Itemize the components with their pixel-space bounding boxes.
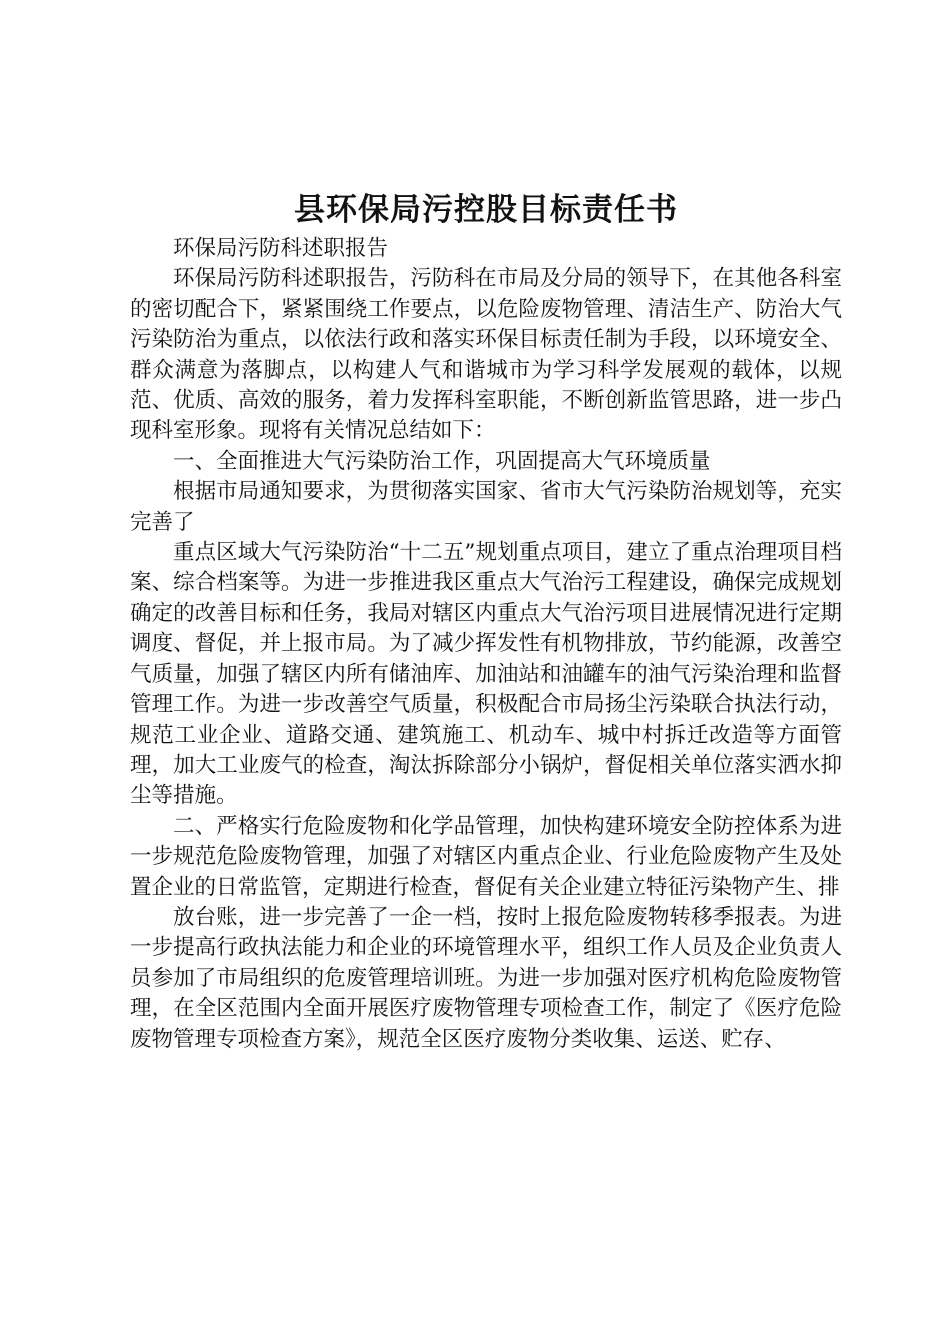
paragraph-section-two: 二、严格实行危险废物和化学品管理，加快构建环境安全防控体系为进一步规范危险废物管理，加强了对辖区内重点企业、行业危险废物产生及处置企业的日常监管，定期进行检查，督促有关企业建立特征污染物产生、排 (130, 813, 842, 900)
paragraph-intro: 环保局污防科述职报告，污防科在市局及分局的领导下，在其他各科室的密切配合下，紧紧围绕工作要点，以危险废物管理、清洁生产、防治大气污染防治为重点，以依法行政和落实环保目标责任制为手段，以环境安全、群众满意为落脚点，以构建人气和谐城市为学习科学发展观的载体，以规范、优质、高效的服务，着力发挥科室职能，不断创新监管思路，进一步凸现科室形象。现将有关情况总结如下： (130, 266, 842, 444)
paragraph-heading-report: 环保局污防科述职报告 (173, 236, 389, 261)
paragraph-air-pollution: 重点区域大气污染防治“十二五”规划重点项目，建立了重点治理项目档案、综合档案等。为进一步推进我区重点大气治污工程建设，确保完成规划确定的改善目标和任务，我局对辖区内重点大气治污项目进展情况进行定期调度、督促，并上报市局。为了减少挥发性有机物排放，节约能源，改善空气质量，加强了辖区内所有储油库、加油站和油罐车的油气污染治理和监督管理工作。为进一步改善空气质量，积极配合市局扬尘污染联合执法行动，规范工业企业、道路交通、建筑施工、机动车、城中村拆迁改造等方面管理，加大工业废气的检查，淘汰拆除部分小锅炉，督促相关单位落实洒水抑尘等措施。 (130, 540, 842, 809)
paragraph-hazardous-waste: 放台账，进一步完善了一企一档，按时上报危险废物转移季报表。为进一步提高行政执法能力和企业的环境管理水平，组织工作人员及企业负责人员参加了市局组织的危废管理培训班。为进一步加强对医疗机构危险废物管理，在全区范围内全面开展医疗废物管理专项检查工作，制定了《医疗危险废物管理专项检查方案》，规范全区医疗废物分类收集、运送、贮存、 (130, 904, 842, 1052)
document-page (130, 190, 842, 1055)
document-title: 县环保局污控股目标责任书 (294, 192, 678, 228)
paragraph-section-one-heading: 一、全面推进大气污染防治工作，巩固提高大气环境质量 (173, 448, 711, 474)
paragraph-section-one-text: 根据市局通知要求，为贯彻落实国家、省市大气污染防治规划等，充实完善了 (130, 479, 842, 535)
